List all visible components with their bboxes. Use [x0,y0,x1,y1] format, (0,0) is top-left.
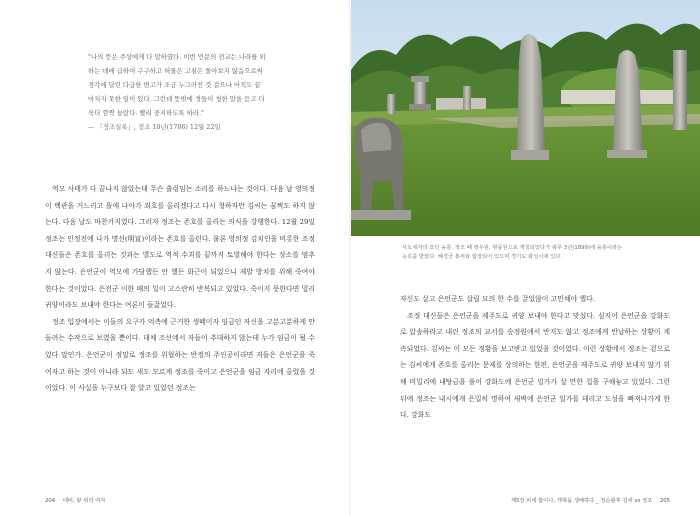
photo-caption [402,244,666,262]
quote-source: — 『정조실록』, 정조 10년(1786) 12월 22일 [88,123,221,131]
page-number: 204 [45,498,56,504]
right-page-body [400,291,670,424]
body-paragraph: 조정 대신들은 은언군을 제주도로 귀양 보내야 한다고 맞섰다. 심지어 은언군을 강화도로 압송하라고 내린 정조의 교서를 승정원에서 반지도 않고 정조에게 반납하는 상황이 계속되었다. 김씨는 이 모든 정황을 보고받고 있었을 것이었다. 이런 상황에서 정조는 겉으로는 김씨에게 존호를 올리는 문제를 상의하는 한편, 은언군을 제주도로 귀양 보내지 않기 위해 비밀리에 내탕금을 풀어 강화도에 은언군 일가가 살 만한 집을 구해놓고 있었다. 그런 뒤에 정조는 내시에게 은밀히 명하여 새벽에 은언군 일가를 데리고 도성을 빠져나가게 한다. 강화도 [400,311,670,420]
historical-quote [88,50,316,134]
quote-line: 하는 데에 급하여 구구하고 허물은 고침은 돌아보지 않음으로써 [88,67,263,75]
tomb-stone-statues-photo [351,0,700,236]
photo-illustration [351,0,700,236]
left-page-footer [45,496,105,504]
page-number: 205 [659,498,670,504]
caption-line: 사도세자의 묘인 융릉. 정조 때 영우원, 현륭원으로 개칭되었다가 광무 3년(1899)에 융릉이라는 [402,245,623,251]
quote-line: "나의 뜻은 주상에게 다 말하였다. 이번 언문의 전교는 나라를 위 [88,53,266,61]
right-page-footer [511,496,670,504]
body-paragraph: 정조 입장에서는 이들의 요구가 억측에 근거한 생떼이자 임금인 자신을 고분고분하게 만들려는 수작으로 보였을 뿐이다. 대체 조선에서 자들이 추대하지 않는데 누가 임금이 될 수 있다 말인가. 은언군이 정말로 정조를 위협하는 반정의 주인공이라면 저들은 은언군을 죽여자고 하는 것이 아니라 되도 새도 모르게 정조를 죽이고 은언군을 임금 자리에 올렸을 것이었다. 이 사실을 누구보다 잘 알고 있었던 정조는 [45,317,315,393]
body-paragraph: 자신도 살고 은언군도 살릴 묘의 한 수를 끌었않이 고민해야 했다. [400,295,595,303]
body-paragraph: 역모 사태가 다 끝나지 않았는데 무슨 출렁임는 소리를 하느냐는 것이다. 다음 날 영의정이 백관을 거느리고 뜰에 나아가 죄호를 올리겠다고 다시 청하자만 김씨는 꿈쩍도 하지 않는다. 다음 날도 마찬가지였다. 그러자 정조는 존호를 올리는 의식을 강행한다. 12월 29일 정조는 인정전에 나가 명선(明宣)이라는 존호를 올린다. 물론 영의정 김치인을 비롯한 조정 대신들은 존호를 올리는 것과는 별도로 역적 수괴를 끝까지 토벌해야 한다는 상소를 멈추지 않는다. 은언군이 역모에 가담했든 안 했든 화근이 되었으니 제발 방치를 위해 죽여야 한다는 것이었다. 은전군 이한 때의 일이 고스란히 반복되고 있었다. 죽이지 못한다면 멀리 귀양이라도 보내야 한다는 여론이 들끓었다. [45,185,315,310]
caption-line: 능호를 받았다. 혜경궁 홍씨와 합장되어 있으며 경기도 화성시에 있다. [402,254,563,260]
left-page-body [45,181,315,397]
quote-line: 마치지 못한 일이 있다. 그런데 뜻밖에 경들이 청한 말을 듣고 더 [88,95,265,103]
running-title: 제5장 피세 합이나, 개혁을 생해하다 _ 정순왕후 김씨 vs 정조 [510,498,653,504]
quote-line: 경각에 달린 다급한 변고가 조금 누그러진 것 같으나 아직도 끝 [88,81,261,89]
quote-line: 욱더 깜짝 놀랐다. 빨리 중지하도록 하라." [88,109,204,117]
running-title: 대비, 왕 위의 여자 [62,498,106,504]
